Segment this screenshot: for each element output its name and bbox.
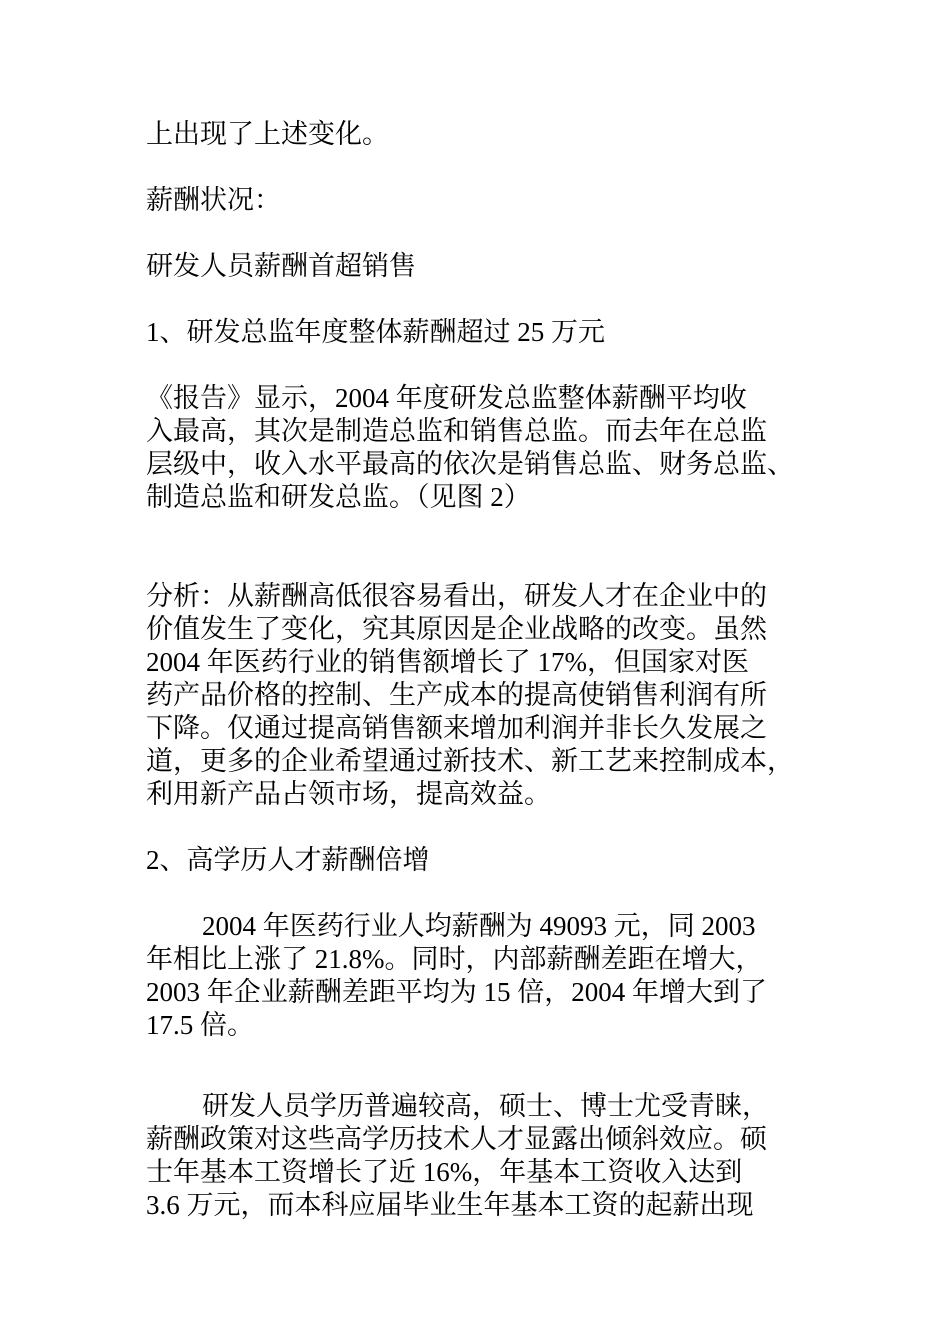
text-line: 薪酬状况： (146, 185, 281, 215)
text-line: 2003 年企业薪酬差距平均为 15 倍，2004 年增大到了 (146, 977, 767, 1007)
text-line: 入最高，其次是制造总监和销售总监。而去年在总监 (146, 416, 767, 446)
text-line: 价值发生了变化，究其原因是企业战略的改变。虽然 (146, 614, 767, 644)
text-line: 药产品价格的控制、生产成本的提高使销售利润有所 (146, 680, 767, 710)
text-line: 薪酬政策对这些高学历技术人才显露出倾斜效应。硕 (146, 1124, 767, 1154)
text-line: 研发人员薪酬首超销售 (146, 251, 416, 281)
text-line: 利用新产品占领市场，提高效益。 (146, 779, 551, 809)
text-line: 下降。仅通过提高销售额来增加利润并非长久发展之 (146, 713, 767, 743)
text-line: 上出现了上述变化。 (146, 119, 389, 149)
paragraph-analysis (146, 580, 816, 811)
text-line: 研发人员学历普遍较高，硕士、博士尤受青睐， (202, 1091, 769, 1121)
text-line: 17.5 倍。 (146, 1010, 254, 1040)
paragraph-average-salary (146, 910, 816, 1042)
paragraph-intro-tail (146, 118, 816, 151)
text-line: 1、研发总监年度整体薪酬超过 25 万元 (146, 317, 605, 347)
text-line: 层级中，收入水平最高的依次是销售总监、财务总监、 (146, 449, 794, 479)
paragraph-education (146, 1090, 816, 1222)
text-line: 2004 年医药行业的销售额增长了 17%，但国家对医 (146, 647, 749, 677)
text-line: 年相比上涨了 21.8%。同时，内部薪酬差距在增大， (146, 944, 763, 974)
text-line: 士年基本工资增长了近 16%，年基本工资收入达到 (146, 1157, 743, 1187)
subheading-high-education (146, 844, 816, 877)
text-line: 《报告》显示，2004 年度研发总监整体薪酬平均收 (146, 383, 747, 413)
section-heading-rd-salary (146, 250, 816, 283)
subheading-rd-director (146, 316, 816, 349)
section-heading-salary-status (146, 184, 816, 217)
text-line: 制造总监和研发总监。（见图 2） (146, 482, 531, 512)
text-line: 分析：从薪酬高低很容易看出，研发人才在企业中的 (146, 581, 767, 611)
paragraph-report (146, 382, 816, 514)
text-line: 道，更多的企业希望通过新技术、新工艺来控制成本， (146, 746, 794, 776)
text-line: 2、高学历人才薪酬倍增 (146, 845, 430, 875)
text-line: 3.6 万元，而本科应届毕业生年基本工资的起薪出现 (146, 1190, 754, 1220)
text-line: 2004 年医药行业人均薪酬为 49093 元，同 2003 (202, 911, 756, 941)
